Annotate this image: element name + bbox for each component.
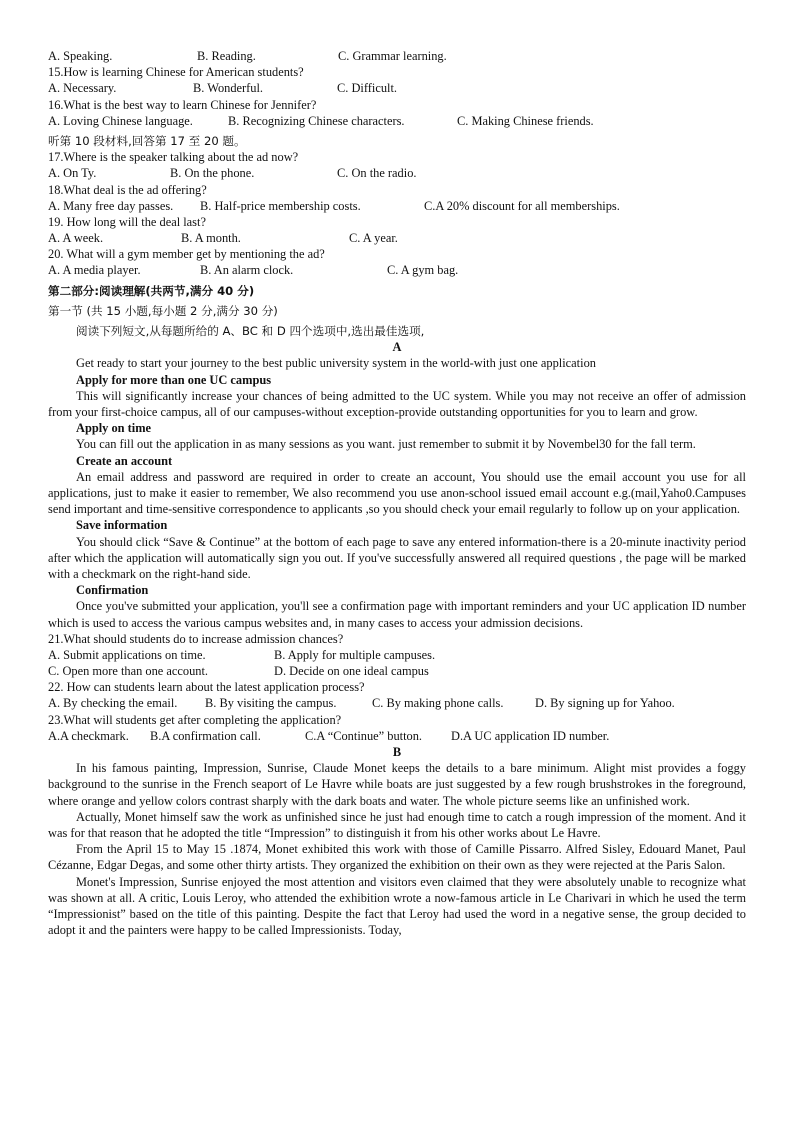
option: B. Wonderful.	[193, 81, 264, 96]
passage-b-paragraph-4: Monet's Impression, Sunrise enjoyed the most attention and visitors even claimed that they were absolutely unable to recognize what was shown at all. A critic, Louis Leroy, who attended the exhibition wrote a now-famous article in Le Charivari in which he used the term “Impressionist” based on the title of this painting. Despite the fact that Leroy had used the word in a negative sense, the group decided to adopt it and the painters were happy to be called Impressionists. Today,	[48, 874, 746, 938]
option: A. Speaking.	[48, 49, 113, 63]
option: C. A gym bag.	[387, 263, 459, 278]
passage-a-heading-2: Apply on time	[76, 421, 152, 436]
passage-a-label: A	[392, 340, 402, 355]
option: A. Necessary.	[48, 81, 117, 96]
exam-page	[48, 48, 746, 938]
option: B. Reading.	[197, 49, 256, 63]
option: B. Apply for multiple campuses.	[274, 647, 436, 662]
passage-a-intro: Get ready to start your journey to the best public university system in the world-with just one application	[76, 356, 596, 371]
passage-a-heading-4: Save information	[76, 518, 168, 533]
passage-a-paragraph-3: An email address and password are required in order to create an account, You should use the email account you use for all applications, just to make it easier to remember, We also recommend you use anon-school issued email account e.g.(mail,Yaho0.Campuses send important and time-sensitive correspondence to applicants ,so you should check your email regularly to follow up on your application.	[48, 469, 746, 517]
option: B. By visiting the campus.	[205, 696, 337, 711]
passage-a-paragraph-2: You can fill out the application in as many sessions as you want. just remember to submit it by Novembel30 for the fall term.	[76, 437, 696, 452]
option: B. A month.	[181, 231, 241, 246]
part2-title: 第二部分:阅读理解(共两节,满分 40 分)	[48, 283, 255, 298]
q18-options	[48, 198, 746, 214]
section1-title: 第一节 (共 15 小题,每小题 2 分,满分 30 分)	[48, 303, 278, 318]
question-15: 15.How is learning Chinese for American students?	[48, 65, 304, 80]
option: B.A confirmation call.	[150, 728, 261, 743]
option: C.A 20% discount for all memberships.	[424, 198, 620, 213]
option: A. Many free day passes.	[48, 198, 174, 213]
option: C. By making phone calls.	[372, 696, 504, 711]
option: A. By checking the email.	[48, 696, 178, 711]
option: B. Half-price membership costs.	[200, 198, 361, 213]
option: A. A media player.	[48, 263, 141, 278]
passage-a-heading-5: Confirmation	[76, 583, 149, 598]
option: C. Difficult.	[337, 81, 397, 96]
q19-options	[48, 230, 746, 246]
passage-a-paragraph-5: Once you've submitted your application, you'll see a confirmation page with important reminders and your UC application ID number which is used to access the various campus websites and, in many cases to access your admission decisions.	[48, 599, 746, 630]
q21-options-row1	[48, 647, 746, 663]
passage-a-heading-3: Create an account	[76, 453, 173, 468]
question-23: 23.What will students get after completing the application?	[48, 712, 342, 727]
question-17: 17.Where is the speaker talking about the ad now?	[48, 150, 299, 165]
q21-options-row2	[48, 663, 746, 679]
option: D. By signing up for Yahoo.	[535, 696, 675, 711]
passage-a-paragraph-1: This will significantly increase your chances of being admitted to the UC system. While you may not receive an offer of admission from your first-choice campus, all of our campuses-without exception-provide outstanding opportunities for you to learn and grow.	[48, 388, 746, 419]
option: C.A “Continue” button.	[305, 728, 423, 743]
option: B. Recognizing Chinese characters.	[228, 113, 405, 128]
passage-b-paragraph-3: From the April 15 to May 15 .1874, Monet exhibited this work with those of Camille Pissarro. Alfred Sisley, Edouard Manet, Paul Cézanne, Edgar Degas, and some other thirty artists. They organized the exhibition on their own as they were rejected at the Paris Salon.	[48, 842, 746, 873]
question-20: 20. What will a gym member get by mentioning the ad?	[48, 247, 325, 262]
passage-b-paragraph-1: In his famous painting, Impression, Sunrise, Claude Monet keeps the details to a bare minimum. Alight mist provides a foggy background to the sunrise in the French seaport of Le Havre while boats are just suggested by a few rough brushstrokes in the foreground, where orange and yellow colors contrast sharply with the dark boats and water. The whole picture seems like an unfinished work.	[48, 761, 746, 808]
reading-instruction: 阅读下列短文,从每题所给的 A、BC 和 D 四个选项中,选出最佳选项,	[76, 324, 425, 338]
q20-options	[48, 262, 746, 278]
option: A. Submit applications on time.	[48, 647, 206, 662]
option: A. On Ty.	[48, 166, 97, 181]
question-16: 16.What is the best way to learn Chinese for Jennifer?	[48, 97, 317, 112]
q17-options	[48, 165, 746, 181]
option: C. On the radio.	[337, 166, 417, 181]
listening-instruction: 听第 10 段材料,回答第 17 至 20 题。	[48, 133, 246, 148]
passage-b-paragraph-2: Actually, Monet himself saw the work as unfinished since he just had enough time to catch a rough impression of the moment. And it was for that reason that he adopted the title “Impression” to distinguish it from his other works about Le Havre.	[48, 809, 746, 841]
q15-options	[48, 80, 746, 96]
option: B. On the phone.	[170, 166, 255, 181]
q16-options	[48, 113, 746, 129]
question-18: 18.What deal is the ad offering?	[48, 182, 207, 197]
option: C. Grammar learning.	[338, 49, 447, 63]
question-19: 19. How long will the deal last?	[48, 214, 206, 229]
option: A. A week.	[48, 231, 104, 246]
question-22: 22. How can students learn about the latest application process?	[48, 680, 365, 695]
question-21: 21.What should students do to increase admission chances?	[48, 631, 344, 646]
option: C. A year.	[349, 231, 398, 246]
option: C. Open more than one account.	[48, 664, 208, 679]
option: A. Loving Chinese language.	[48, 113, 193, 128]
option: A.A checkmark.	[48, 728, 129, 743]
passage-b-label: B	[392, 745, 402, 760]
option: D. Decide on one ideal campus	[274, 664, 429, 679]
option: D.A UC application ID number.	[451, 728, 610, 743]
q22-options	[48, 695, 746, 711]
q23-options	[48, 728, 746, 744]
option: C. Making Chinese friends.	[457, 113, 594, 128]
passage-a-paragraph-4: You should click “Save & Continue” at the bottom of each page to save any entered information-there is a 20-minute inactivity period after which the application will automatically sign you out. If you've successfully answered all required questions , the page will be marked with a checkmark on the right-hand side.	[48, 534, 746, 581]
passage-a-heading-1: Apply for more than one UC campus	[76, 372, 272, 387]
option: B. An alarm clock.	[200, 263, 294, 278]
q14-options	[48, 48, 746, 64]
